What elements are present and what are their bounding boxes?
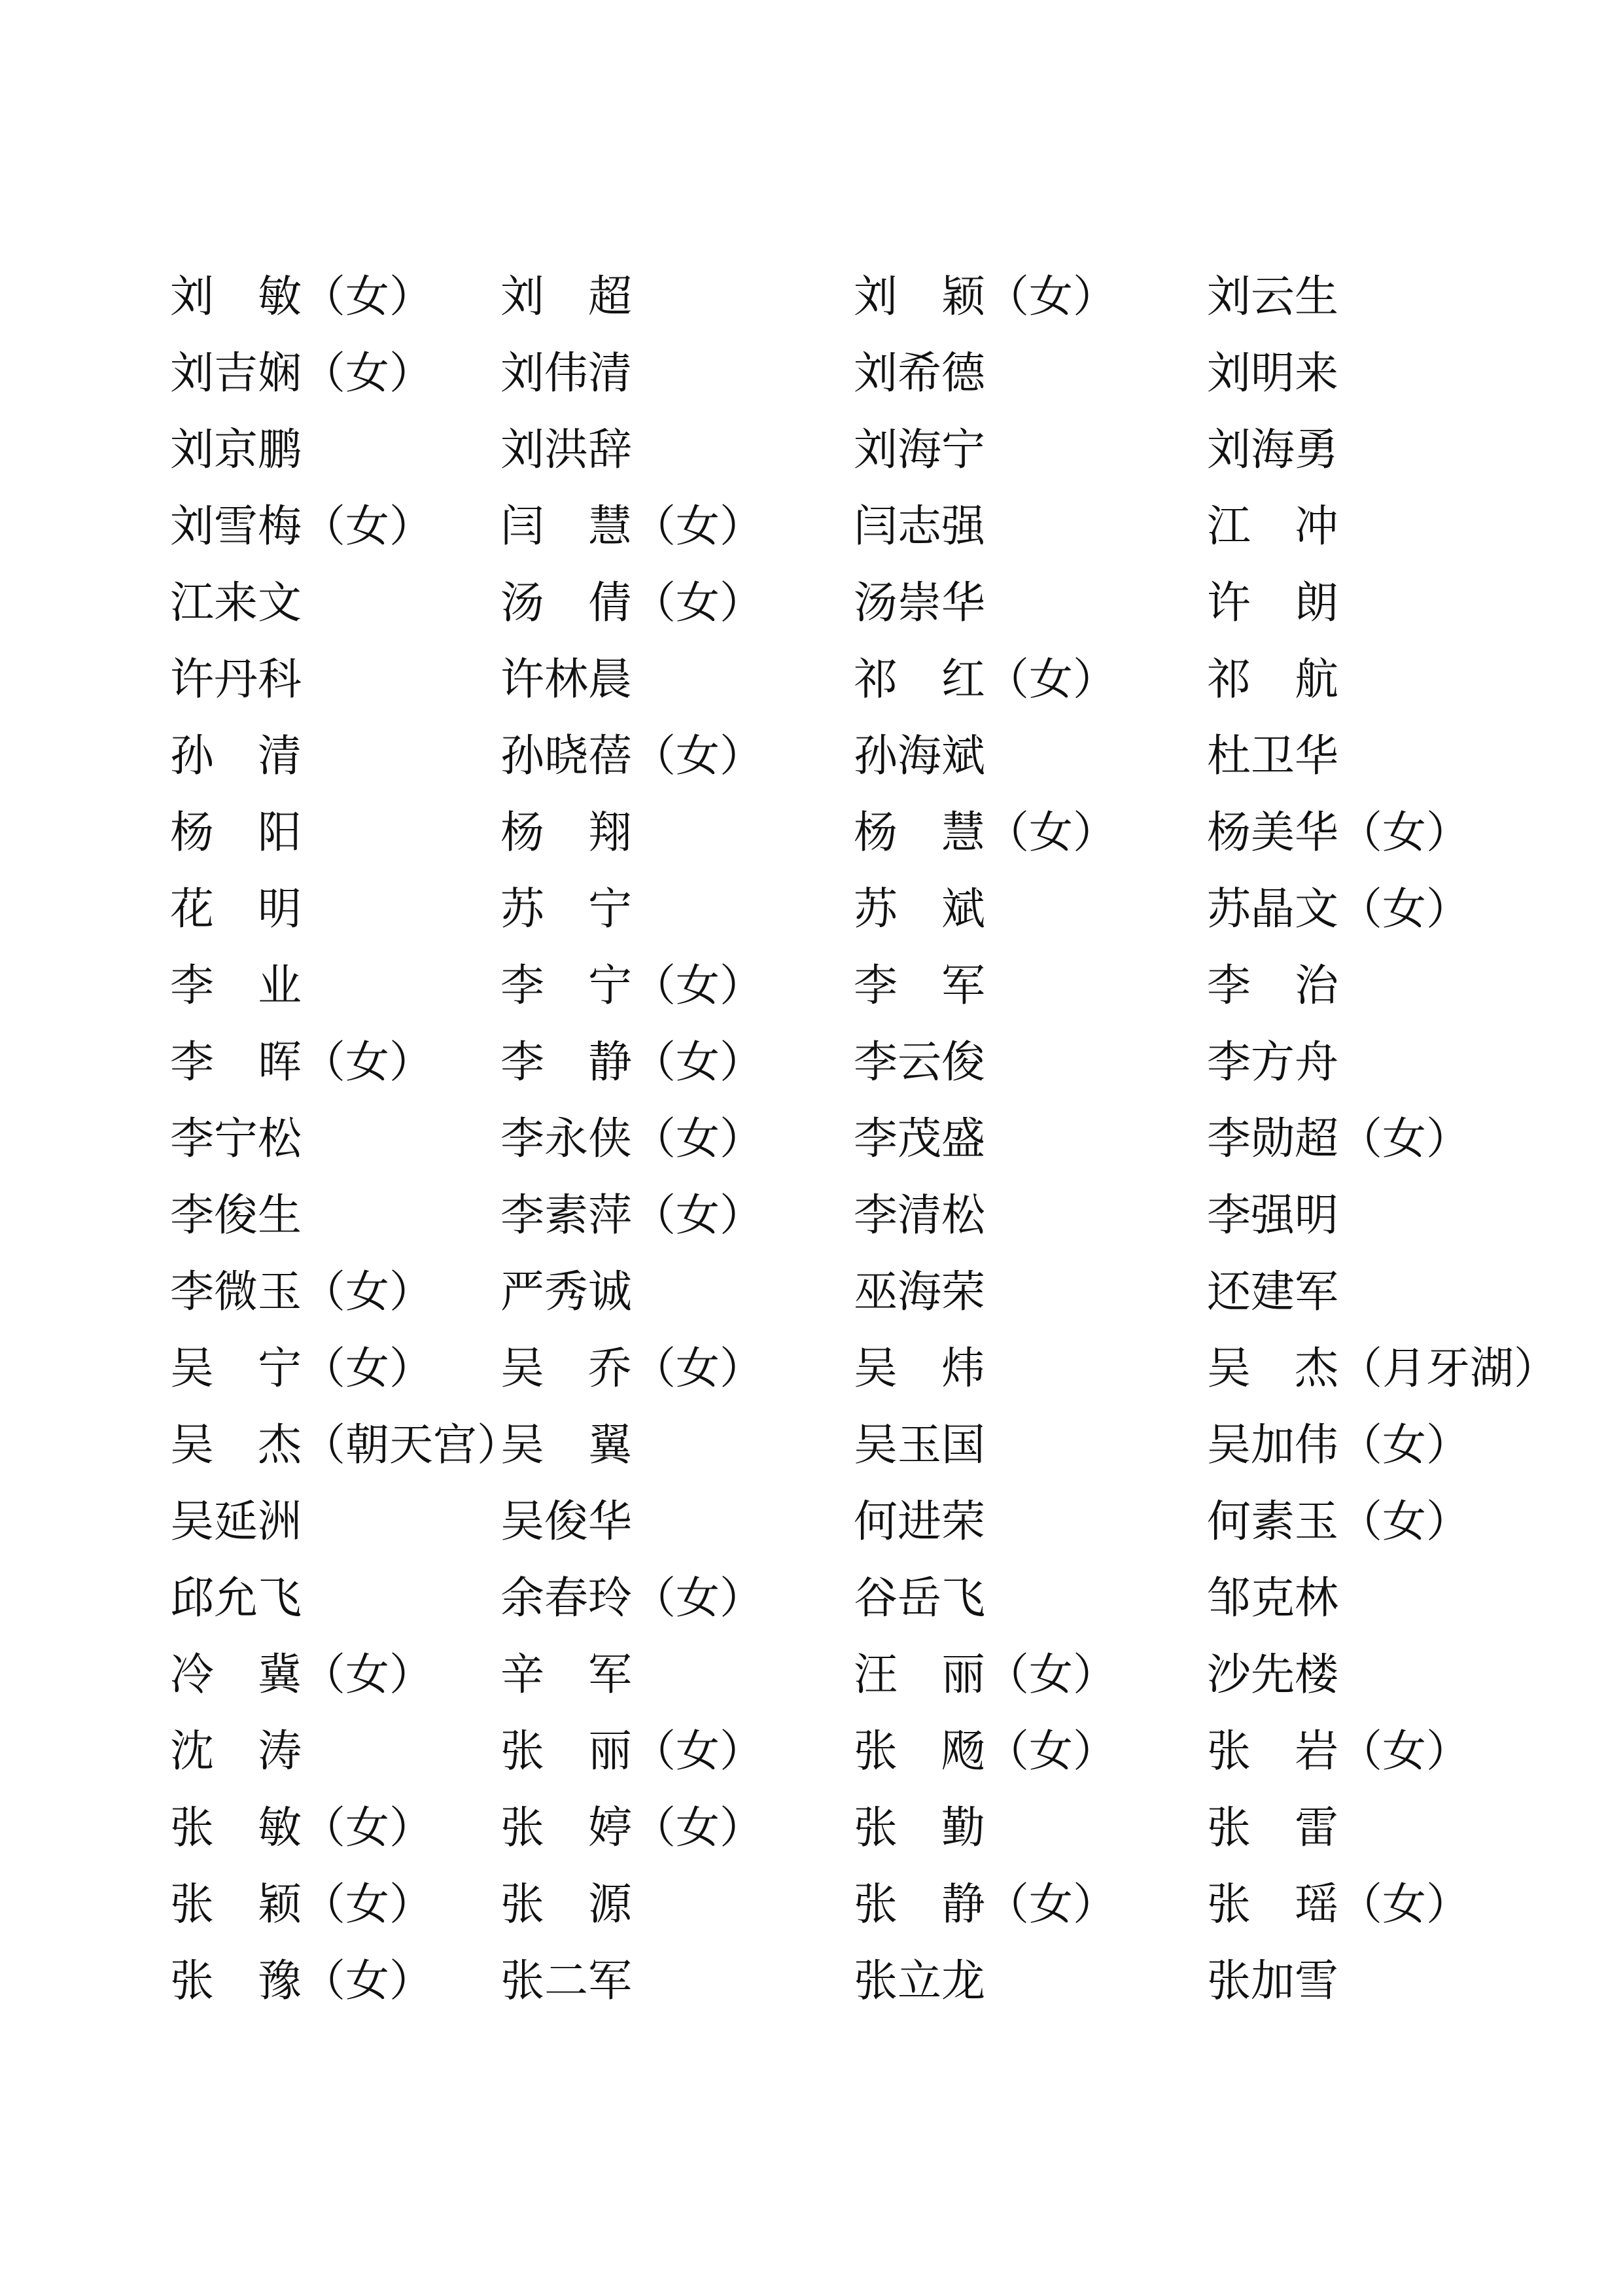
name-entry: 李 宁（女） (500, 960, 763, 1011)
name-entry: 刘吉娴（女） (170, 347, 433, 398)
name-entry: 李清松 (854, 1190, 985, 1241)
name-entry: 许丹科 (170, 654, 302, 705)
name-entry: 张 敏（女） (170, 1802, 433, 1853)
name-entry: 祁 航 (1207, 654, 1338, 705)
name-entry: 张 豫（女） (170, 1955, 433, 2006)
name-entry: 杨美华（女） (1207, 807, 1470, 858)
name-entry: 刘 颖（女） (854, 271, 1117, 322)
name-entry: 孙海斌 (854, 730, 985, 781)
name-entry: 张 丽（女） (500, 1725, 763, 1776)
name-row (170, 335, 1478, 412)
name-entry: 许 朗 (1207, 577, 1338, 628)
name-row (170, 1713, 1478, 1790)
name-row (170, 1177, 1478, 1254)
name-entry: 李 治 (1207, 960, 1338, 1011)
name-entry: 张立龙 (854, 1955, 985, 2006)
name-entry: 吴 杰（月牙湖） (1207, 1343, 1558, 1394)
name-row (170, 258, 1478, 335)
name-list-grid (170, 258, 1558, 2019)
name-row (170, 1024, 1478, 1101)
name-row (170, 1101, 1478, 1177)
name-entry: 张 颖（女） (170, 1879, 433, 1930)
name-entry: 杨 阳 (170, 807, 302, 858)
name-entry: 苏晶文（女） (1207, 883, 1470, 934)
name-entry: 还建军 (1207, 1266, 1338, 1317)
name-entry: 苏 斌 (854, 883, 985, 934)
name-row (170, 641, 1478, 718)
name-entry: 沈 涛 (170, 1725, 302, 1776)
name-entry: 邹克林 (1207, 1572, 1338, 1623)
name-entry: 江来文 (170, 577, 302, 628)
name-entry: 余春玲（女） (500, 1572, 763, 1623)
name-entry: 吴 杰（朝天宫） (170, 1419, 521, 1470)
name-entry: 刘京鹏 (170, 424, 302, 475)
name-entry: 沙先楼 (1207, 1649, 1338, 1700)
name-row (170, 1483, 1478, 1560)
name-entry: 吴玉国 (854, 1419, 985, 1470)
name-row (170, 871, 1478, 947)
name-entry: 许林晨 (500, 654, 632, 705)
name-entry: 刘明来 (1207, 347, 1338, 398)
name-entry: 汤崇华 (854, 577, 985, 628)
name-entry: 汪 丽（女） (854, 1649, 1117, 1700)
name-row (170, 1560, 1478, 1636)
name-entry: 李永侠（女） (500, 1113, 763, 1164)
name-entry: 江 冲 (1207, 501, 1338, 552)
name-row (170, 1407, 1478, 1483)
name-entry: 闫 慧（女） (500, 501, 763, 552)
name-entry: 李 静（女） (500, 1036, 763, 1087)
name-entry: 张 飏（女） (854, 1725, 1117, 1776)
name-entry: 李强明 (1207, 1190, 1338, 1241)
name-entry: 李俊生 (170, 1190, 302, 1241)
name-row (170, 1330, 1558, 1407)
name-entry: 吴 炜 (854, 1343, 985, 1394)
name-entry: 刘海宁 (854, 424, 985, 475)
name-entry: 张二军 (500, 1955, 632, 2006)
name-entry: 谷岳飞 (854, 1572, 985, 1623)
name-entry: 吴 翼 (500, 1419, 632, 1470)
name-row (170, 947, 1478, 1024)
name-entry: 杨 翔 (500, 807, 632, 858)
name-entry: 张 静（女） (854, 1879, 1117, 1930)
name-entry: 汤 倩（女） (500, 577, 763, 628)
name-row (170, 1866, 1478, 1943)
name-entry: 张加雪 (1207, 1955, 1338, 2006)
name-entry: 杨 慧（女） (854, 807, 1117, 858)
name-entry: 张 瑶（女） (1207, 1879, 1470, 1930)
name-entry: 张 岩（女） (1207, 1725, 1470, 1776)
name-row (170, 488, 1478, 565)
name-entry: 张 雷 (1207, 1802, 1338, 1853)
name-entry: 花 明 (170, 883, 302, 934)
name-entry: 孙晓蓓（女） (500, 730, 763, 781)
name-entry: 何进荣 (854, 1496, 985, 1547)
name-row (170, 412, 1478, 488)
name-entry: 苏 宁 (500, 883, 632, 934)
name-entry: 张 源 (500, 1879, 632, 1930)
name-entry: 刘 超 (500, 271, 632, 322)
name-entry: 李 晖（女） (170, 1036, 433, 1087)
name-entry: 巫海荣 (854, 1266, 985, 1317)
name-entry: 刘希德 (854, 347, 985, 398)
name-entry: 辛 军 (500, 1649, 632, 1700)
name-entry: 李方舟 (1207, 1036, 1338, 1087)
name-entry: 闫志强 (854, 501, 985, 552)
name-entry: 李宁松 (170, 1113, 302, 1164)
name-row (170, 718, 1478, 794)
name-entry: 刘伟清 (500, 347, 632, 398)
name-entry: 吴 乔（女） (500, 1343, 763, 1394)
name-entry: 吴俊华 (500, 1496, 632, 1547)
name-entry: 李茂盛 (854, 1113, 985, 1164)
name-entry: 李素萍（女） (500, 1190, 763, 1241)
name-entry: 吴加伟（女） (1207, 1419, 1470, 1470)
name-entry: 孙 清 (170, 730, 302, 781)
name-entry: 刘云生 (1207, 271, 1338, 322)
name-row (170, 1943, 1478, 2019)
name-entry: 杜卫华 (1207, 730, 1338, 781)
name-entry: 李 军 (854, 960, 985, 1011)
name-entry: 刘海勇 (1207, 424, 1338, 475)
name-entry: 张 婷（女） (500, 1802, 763, 1853)
name-entry: 李 业 (170, 960, 302, 1011)
name-entry: 何素玉（女） (1207, 1496, 1470, 1547)
name-row (170, 1636, 1478, 1713)
name-entry: 冷 冀（女） (170, 1649, 433, 1700)
name-entry: 张 勤 (854, 1802, 985, 1853)
name-entry: 吴延洲 (170, 1496, 302, 1547)
name-row (170, 565, 1478, 641)
name-entry: 李云俊 (854, 1036, 985, 1087)
name-entry: 刘 敏（女） (170, 271, 433, 322)
name-entry: 李微玉（女） (170, 1266, 433, 1317)
name-row (170, 794, 1478, 871)
name-entry: 吴 宁（女） (170, 1343, 433, 1394)
name-entry: 刘雪梅（女） (170, 501, 433, 552)
name-entry: 严秀诚 (500, 1266, 632, 1317)
name-entry: 刘洪辞 (500, 424, 632, 475)
name-row (170, 1790, 1478, 1866)
name-entry: 李勋超（女） (1207, 1113, 1470, 1164)
name-entry: 邱允飞 (170, 1572, 302, 1623)
name-row (170, 1254, 1478, 1330)
name-entry: 祁 红（女） (854, 654, 1117, 705)
